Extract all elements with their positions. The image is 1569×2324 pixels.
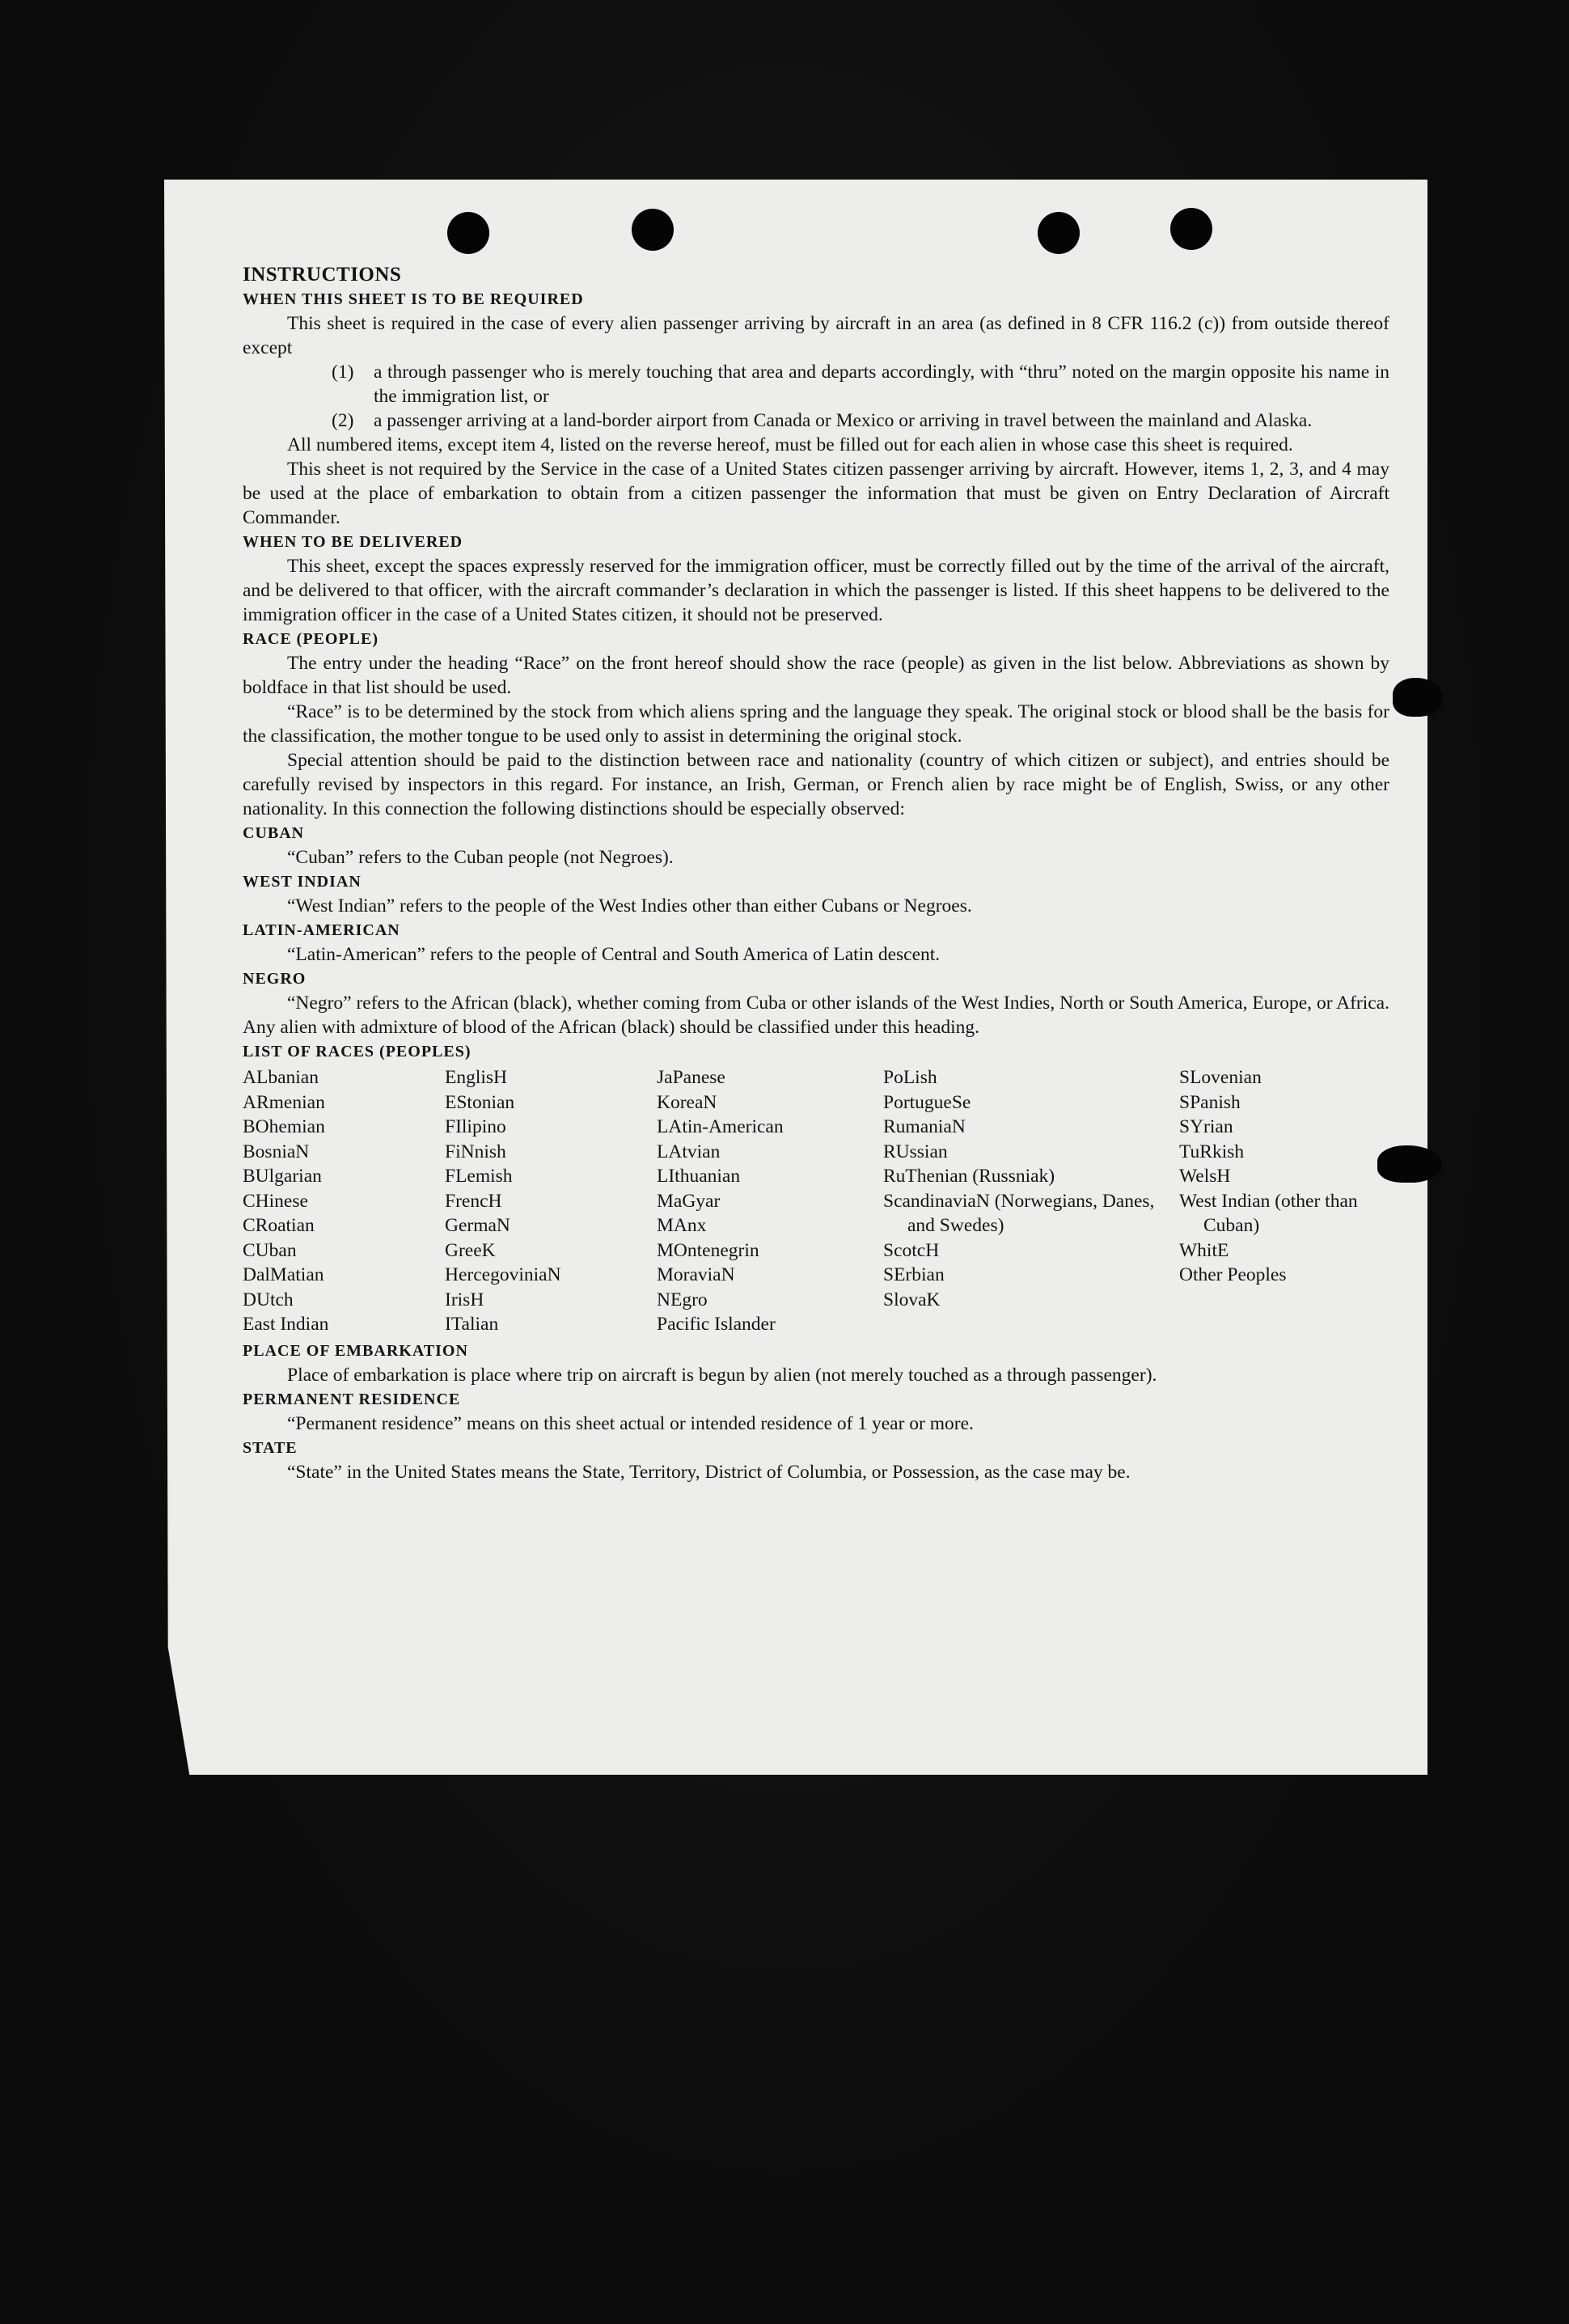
race-entry: EStonian	[445, 1091, 515, 1113]
paragraph: Special attention should be paid to the distinction between race and nationality (country of which citizen or subject), and entries should be carefully revised by inspectors in this regard. For instance, an Irish, German, or French alien by race might be of English, Swiss, or any other nationality. In this connection the following distinctions should be especially observed:	[243, 750, 1389, 819]
race-entry: PortugueSe	[883, 1091, 971, 1113]
race-entry: RuThenian (Russniak)	[883, 1166, 1055, 1187]
paragraph: “Latin-American” refers to the people of Central and South America of Latin descent.	[287, 944, 941, 965]
race-entry: ALbanian	[243, 1067, 319, 1088]
races-list	[243, 1065, 1389, 1337]
document-title: INSTRUCTIONS	[243, 264, 402, 286]
race-entry: WelsH	[1179, 1166, 1231, 1187]
race-entry: NEgro	[657, 1289, 708, 1310]
punch-hole	[1170, 208, 1212, 250]
section-heading: PLACE OF EMBARKATION	[243, 1341, 468, 1360]
instructions-text	[243, 263, 1389, 1484]
race-entry: GreeK	[445, 1239, 496, 1261]
paragraph: “Negro” refers to the African (black), whether coming from Cuba or other islands of the West Indies, North or South America, Europe, or Africa. Any alien with admixture of blood of the African (black) should be classified under this heading.	[243, 993, 1389, 1038]
race-entry: RumaniaN	[883, 1116, 966, 1137]
races-column	[657, 1065, 883, 1337]
paragraph: This sheet is not required by the Service in the case of a United States citizen passenger arriving by aircraft. However, items 1, 2, 3, and 4 may be used at the place of embarkation to obtain from a citizen passenger the information that must be given on Entry Declaration of Aircraft Commander.	[243, 459, 1389, 528]
race-entry: CUban	[243, 1239, 297, 1261]
section-heading: WHEN THIS SHEET IS TO BE REQUIRED	[243, 290, 584, 308]
races-column	[1179, 1065, 1389, 1337]
race-entry: DUtch	[243, 1289, 294, 1310]
race-entry: MOntenegrin	[657, 1239, 759, 1261]
races-column	[243, 1065, 445, 1337]
section-heading: NEGRO	[243, 970, 307, 988]
race-entry: KoreaN	[657, 1091, 717, 1113]
races-heading: LIST OF RACES (PEOPLES)	[243, 1043, 472, 1060]
race-entry: EnglisH	[445, 1067, 508, 1088]
race-entry: CHinese	[243, 1190, 308, 1212]
section-heading: LATIN-AMERICAN	[243, 921, 400, 939]
paragraph: “Cuban” refers to the Cuban people (not Negroes).	[287, 847, 674, 868]
punch-hole	[1038, 212, 1080, 254]
paragraph: “West Indian” refers to the people of the West Indies other than either Cubans or Negroes.	[287, 895, 972, 916]
race-entry: MAnx	[657, 1215, 707, 1236]
section-heading: PERMANENT RESIDENCE	[243, 1390, 461, 1408]
item-number: (1)	[332, 362, 354, 383]
paragraph: “Permanent residence” means on this sheet actual or intended residence of 1 year or more.	[287, 1412, 974, 1434]
race-entry: SLovenian	[1179, 1067, 1262, 1088]
race-entry: ARmenian	[243, 1091, 325, 1113]
paragraph: “Race” is to be determined by the stock from which aliens spring and the language they speak. The original stock or blood shall be the basis for the classification, the mother tongue to be used only to assist in determining the original stock.	[243, 701, 1389, 747]
race-entry: East Indian	[243, 1314, 329, 1335]
section-heading: CUBAN	[243, 824, 305, 842]
race-entry: MaGyar	[657, 1190, 721, 1212]
paragraph: All numbered items, except item 4, listed on the reverse hereof, must be filled out for each alien in whose case this sheet is required.	[287, 434, 1293, 455]
race-entry: West Indian (other than Cuban)	[1179, 1190, 1358, 1236]
race-entry: LAtvian	[657, 1141, 721, 1162]
race-entry: BOhemian	[243, 1116, 325, 1137]
races-column	[445, 1065, 657, 1337]
paragraph: “State” in the United States means the State, Territory, District of Columbia, or Possession, as the case may be.	[287, 1461, 1131, 1483]
race-entry: BosniaN	[243, 1141, 310, 1162]
race-entry: FLemish	[445, 1166, 513, 1187]
paragraph: This sheet, except the spaces expressly reserved for the immigration officer, must be correctly filled out by the time of the arrival of the aircraft, and be delivered to that officer, with the aircraft commander’s declaration in which the passenger is listed. If this sheet happens to be delivered to the immigration officer in the case of a United States citizen, it should not be preserved.	[243, 556, 1389, 625]
punch-hole	[447, 212, 489, 254]
paragraph: Place of embarkation is place where trip on aircraft is begun by alien (not merely touched as a through passenger).	[287, 1364, 1157, 1386]
race-entry: LIthuanian	[657, 1166, 741, 1187]
race-entry: RUssian	[883, 1141, 948, 1162]
race-entry: ITalian	[445, 1314, 499, 1335]
race-entry: FiNnish	[445, 1141, 506, 1162]
race-entry: FrencH	[445, 1190, 502, 1212]
race-entry: CRoatian	[243, 1215, 315, 1236]
race-entry: MoraviaN	[657, 1264, 735, 1285]
race-entry: DalMatian	[243, 1264, 324, 1285]
item-text: a through passenger who is merely touching that area and departs accordingly, with “thru” noted on the margin opposite his name in the immigration list, or	[374, 362, 1389, 407]
races-column	[883, 1065, 1179, 1337]
race-entry: WhitE	[1179, 1239, 1229, 1261]
race-entry: Other Peoples	[1179, 1264, 1287, 1285]
race-entry: ScandinaviaN (Norwegians, Danes, and Swedes)	[883, 1190, 1155, 1236]
exception-item	[332, 408, 1389, 433]
race-entry: PoLish	[883, 1067, 937, 1088]
item-number: (2)	[332, 410, 354, 431]
section-heading: RACE (PEOPLE)	[243, 630, 379, 648]
ink-blot	[1393, 678, 1443, 717]
race-entry: ScotcH	[883, 1239, 940, 1261]
section-heading: STATE	[243, 1438, 298, 1457]
paragraph: The entry under the heading “Race” on the front hereof should show the race (people) as given in the list below. Abbreviations as shown by boldface in that list should be used.	[243, 653, 1389, 698]
race-entry: SPanish	[1179, 1091, 1241, 1113]
race-entry: SYrian	[1179, 1116, 1233, 1137]
race-entry: IrisH	[445, 1289, 484, 1310]
race-entry: HercegoviniaN	[445, 1264, 561, 1285]
race-entry: LAtin-American	[657, 1116, 784, 1137]
section-heading: WHEN TO BE DELIVERED	[243, 533, 463, 551]
race-entry: SlovaK	[883, 1289, 941, 1310]
race-entry: GermaN	[445, 1215, 510, 1236]
item-text: a passenger arriving at a land-border airport from Canada or Mexico or arriving in travel between the mainland and Alaska.	[374, 410, 1313, 431]
race-entry: SErbian	[883, 1264, 945, 1285]
paragraph: This sheet is required in the case of every alien passenger arriving by aircraft in an area (as defined in 8 CFR 116.2 (c)) from outside thereof except	[243, 313, 1389, 358]
race-entry: TuRkish	[1179, 1141, 1245, 1162]
exception-item	[332, 360, 1389, 408]
race-entry: BUlgarian	[243, 1166, 322, 1187]
race-entry: JaPanese	[657, 1067, 725, 1088]
section-heading: WEST INDIAN	[243, 873, 362, 891]
race-entry: FIlipino	[445, 1116, 506, 1137]
punch-hole	[632, 209, 674, 251]
race-entry: Pacific Islander	[657, 1314, 776, 1335]
